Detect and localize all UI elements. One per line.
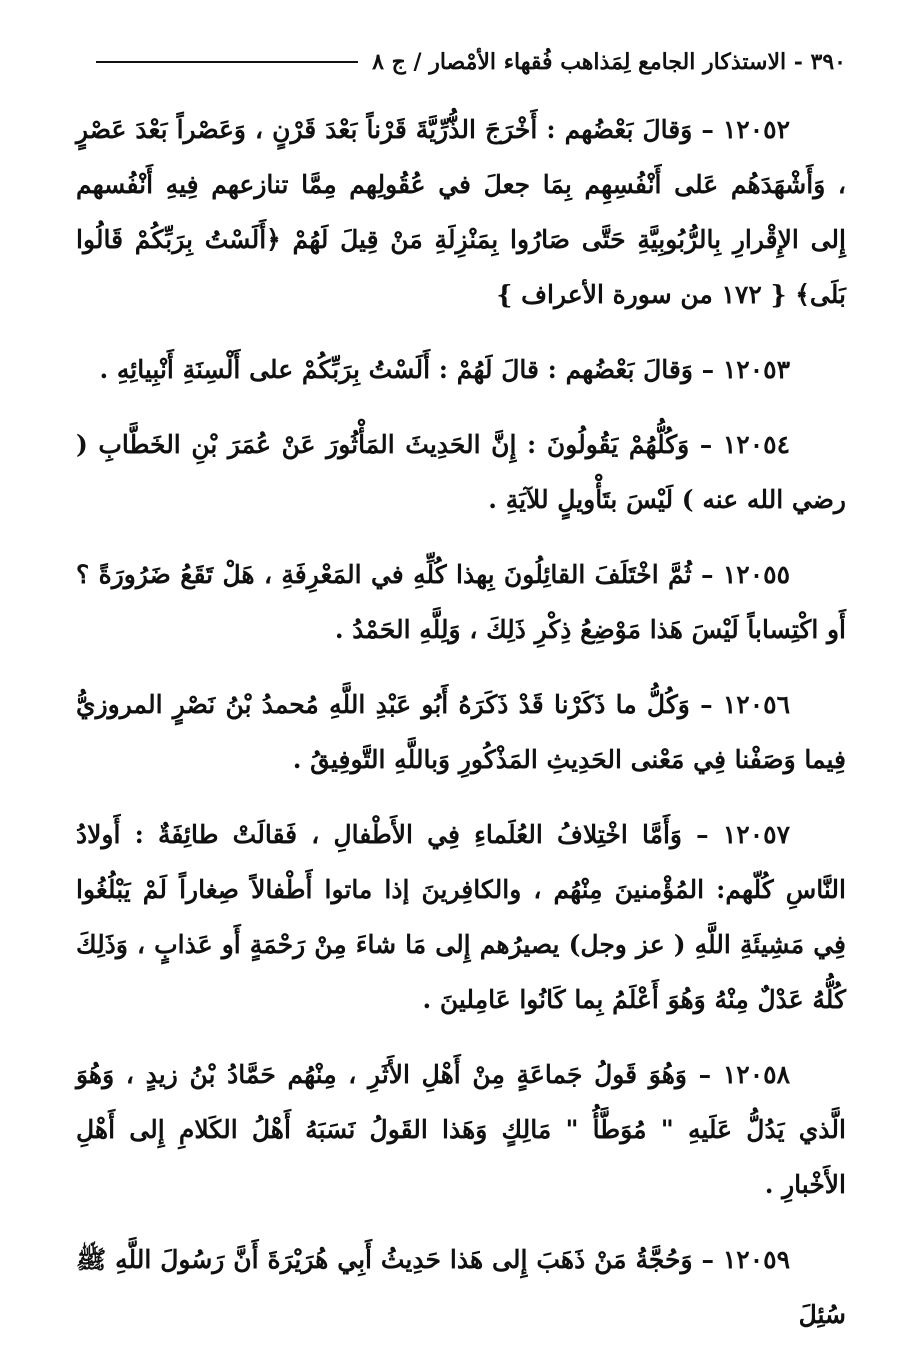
paragraph-12057: ١٢٠٥٧ – وَأَمَّا اخْتِلافُ العُلَماءِ فِي الأَطْفالِ ، فَقالَتْ طائِفَةٌ : أَولادُ النَّاسِ كُلّهم: المُؤْمنينَ مِنْهُم ، والكافِرينَ إذا ماتوا أَطْفالاً صِغاراً لَمْ يَبْلُغُوا فِي مَشِيئَةِ اللَّهِ ( عز وجل) يصيرُهم إِلى مَا شاءَ مِنْ رَحْمَةٍ أَو عَذابٍ ، وَذَلِكَ كُلُّهُ عَدْلٌ مِنْهُ وَهُوَ أَعْلَمُ بِما كَانُوا عَامِلينَ . [76, 820, 846, 1014]
paragraph-12054: ١٢٠٥٤ – وَكُلُّهُمْ يَقُولُونَ : إِنَّ الحَدِيثَ المَأْثُورَ عَنْ عُمَرَ بْنِ الخَطَّابِ ( رضي الله عنه ) لَيْسَ بتَأْويلٍ للآيَةِ . [76, 430, 846, 514]
paragraph-separator [76, 397, 846, 417]
paragraph-separator [76, 787, 846, 807]
paragraph-12056: ١٢٠٥٦ – وَكُلُّ ما ذَكَرْنا قَدْ ذَكَرَهُ أَبُو عَبْدِ اللَّهِ مُحمدُ بْنُ نَصْرٍ المروزيُّ فِيما وَصَفْنا فِي مَعْنى الحَدِيثِ المَذْكُورِ وَباللَّهِ التَّوفِيقُ . [76, 690, 846, 774]
paragraph-12052: ١٢٠٥٢ – وَقالَ بَعْضُهم : أَخْرَجَ الذُّرِّيَّةَ قَرْناً بَعْدَ قَرْنٍ ، وَعَصْراً بَعْدَ عَصْرٍ ، وَأَشْهَدَهُم عَلى أَنْفُسِهِم بِمَا جعلَ في عُقُولِهم مِمَّا تنازعهم فِيهِ أَنْفُسهم إِلى الإِقْرارِ بِالرُّبُوبِيَّةِ حَتَّى صَارُوا بِمَنْزِلَةِ مَنْ قِيلَ لَهُمْ ﴿أَلَسْتُ بِرَبِّكُمْ قَالُوا بَلَى﴾ { ١٧٢ من سورة الأعراف } [76, 115, 846, 309]
running-title: ٣٩٠ - الاستذكار الجامع لِمَذاهب فُقهاء الأمْصار / ج ٨ [372, 49, 846, 75]
paragraph-12053: ١٢٠٥٣ – وَقالَ بَعْضُهم : قالَ لَهُمْ : أَلَسْتُ بِرَبِّكُمْ على أَلْسِنَةِ أَنْبِيائِهِ . [99, 355, 790, 384]
paragraph-12059: ١٢٠٥٩ – وَحُجَّةُ مَنْ ذَهَبَ إِلى هَذا حَدِيثُ أَبِي هُرَيْرَةَ أَنَّ رَسُولَ اللَّهِ ﷺ سُئِلَ [76, 1245, 846, 1329]
header-rule [96, 61, 358, 63]
paragraph-separator [76, 1212, 846, 1232]
page-body [76, 102, 846, 1342]
paragraph-separator [76, 322, 846, 342]
paragraph-12055: ١٢٠٥٥ – ثُمَّ اخْتَلَفَ القائِلُونَ بِهذا كُلِّهِ في المَعْرِفَةِ ، هَلْ تَقَعُ ضَرُورَةً ؟ أَو اكْتِساباً لَيْسَ هَذا مَوْضِعُ ذِكْرِ ذَلِكَ ، وَلِلَّهِ الحَمْدُ . [76, 560, 846, 644]
paragraph-12058: ١٢٠٥٨ – وَهُوَ قَولُ جَماعَةٍ مِنْ أَهْلِ الأَثَرِ ، مِنْهُم حَمَّادُ بْنُ زيدٍ ، وَهُوَ الَّذي يَدُلُّ عَلَيهِ " مُوَطَّأُ " مَالِكٍ وَهَذا القَولُ نَسَبَهُ أَهْلُ الكَلامِ إِلى أَهْلِ الأَخْبارِ . [76, 1060, 846, 1199]
paragraph-separator [76, 527, 846, 547]
page-header [96, 42, 846, 82]
paragraph-separator [76, 657, 846, 677]
paragraph-separator [76, 1027, 846, 1047]
